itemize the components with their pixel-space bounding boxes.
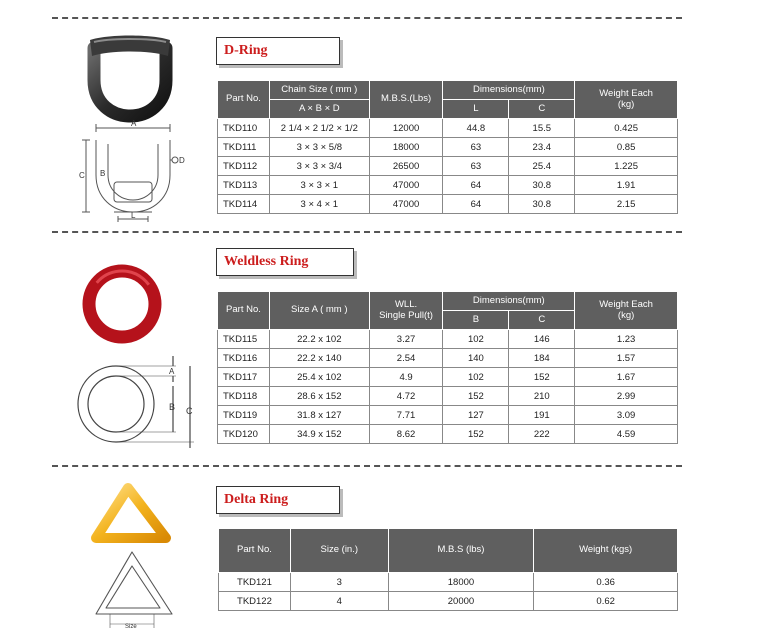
cell-l: 64	[443, 176, 509, 195]
cell-part: TKD113	[218, 176, 270, 195]
cell-wll: 8.62	[369, 425, 443, 444]
cell-wll: 2.54	[369, 349, 443, 368]
col-dimensions: Dimensions(mm)	[443, 292, 575, 311]
table-row	[219, 592, 678, 611]
col-part-no: Part No.	[218, 292, 270, 330]
delta-ring-photo	[88, 480, 176, 550]
cell-size: 34.9 x 152	[269, 425, 369, 444]
cell-size: 2 1/4 × 2 1/2 × 1/2	[269, 119, 369, 138]
delta-ring-table	[218, 528, 678, 611]
col-wll	[369, 292, 443, 330]
cell-c: 30.8	[509, 176, 575, 195]
cell-part: TKD120	[218, 425, 270, 444]
col-dimensions: Dimensions(mm)	[443, 81, 575, 100]
cell-part: TKD122	[219, 592, 291, 611]
col-mbs: M.B.S (lbs)	[388, 529, 534, 573]
cell-weight: 3.09	[575, 406, 678, 425]
table-row	[218, 425, 678, 444]
cell-part: TKD112	[218, 157, 270, 176]
cell-size: 25.4 x 102	[269, 368, 369, 387]
col-weight-line1: Weight Each	[599, 298, 653, 310]
col-weight-line2: (kg)	[617, 309, 635, 321]
col-size: Size (in.)	[290, 529, 388, 573]
cell-size: 22.2 x 140	[269, 349, 369, 368]
cell-weight: 0.62	[534, 592, 678, 611]
cell-c: 184	[509, 349, 575, 368]
cell-weight: 0.85	[575, 138, 678, 157]
diagram-label-a: A	[131, 119, 137, 128]
col-dim-c: C	[509, 311, 575, 330]
cell-size: 3 × 4 × 1	[269, 195, 369, 214]
cell-size: 22.2 x 102	[269, 330, 369, 349]
col-part-no: Part No.	[218, 81, 270, 119]
delta-ring-diagram	[92, 548, 178, 634]
cell-part: TKD117	[218, 368, 270, 387]
cell-c: 30.8	[509, 195, 575, 214]
col-wll-line1: WLL.	[394, 298, 418, 310]
col-chain-sub: A × B × D	[269, 100, 369, 119]
weldless-ring-title: Weldless Ring	[216, 248, 354, 276]
cell-weight: 2.15	[575, 195, 678, 214]
col-dim-c: C	[509, 100, 575, 119]
diagram-label-b: B	[169, 402, 176, 412]
cell-mbs: 26500	[369, 157, 443, 176]
col-dim-l: L	[443, 100, 509, 119]
cell-wll: 7.71	[369, 406, 443, 425]
cell-part: TKD119	[218, 406, 270, 425]
table-row	[218, 368, 678, 387]
cell-c: 15.5	[509, 119, 575, 138]
table-row	[218, 349, 678, 368]
cell-weight: 2.99	[575, 387, 678, 406]
table-row	[218, 406, 678, 425]
col-weight-line1: Weight Each	[599, 87, 653, 99]
col-dim-b: B	[443, 311, 509, 330]
table-row	[218, 138, 678, 157]
cell-c: 146	[509, 330, 575, 349]
cell-mbs: 18000	[369, 138, 443, 157]
cell-b: 140	[443, 349, 509, 368]
table-row	[218, 176, 678, 195]
cell-b: 152	[443, 425, 509, 444]
cell-size: 28.6 x 152	[269, 387, 369, 406]
cell-weight: 1.225	[575, 157, 678, 176]
cell-l: 63	[443, 157, 509, 176]
cell-part: TKD116	[218, 349, 270, 368]
cell-wll: 4.72	[369, 387, 443, 406]
cell-mbs: 12000	[369, 119, 443, 138]
cell-size: 3 × 3 × 3/4	[269, 157, 369, 176]
cell-size: 31.8 x 127	[269, 406, 369, 425]
col-chain-size: Chain Size ( mm )	[269, 81, 369, 100]
cell-weight: 1.91	[575, 176, 678, 195]
diagram-label-c: C	[186, 406, 193, 416]
cell-weight: 0.36	[534, 573, 678, 592]
cell-weight: 0.425	[575, 119, 678, 138]
diagram-label-l: L	[131, 211, 136, 220]
d-ring-title: D-Ring	[216, 37, 340, 65]
diagram-label-b: B	[100, 169, 106, 178]
cell-c: 210	[509, 387, 575, 406]
cell-wll: 3.27	[369, 330, 443, 349]
cell-weight: 4.59	[575, 425, 678, 444]
cell-weight: 1.67	[575, 368, 678, 387]
cell-mbs: 18000	[388, 573, 534, 592]
cell-weight: 1.57	[575, 349, 678, 368]
col-weight	[575, 292, 678, 330]
cell-size: 4	[290, 592, 388, 611]
diagram-label-c: C	[79, 171, 85, 180]
col-size: Size A ( mm )	[269, 292, 369, 330]
section-divider	[52, 231, 682, 233]
col-weight-line2: (kg)	[617, 98, 635, 110]
cell-b: 102	[443, 368, 509, 387]
cell-wll: 4.9	[369, 368, 443, 387]
col-mbs: M.B.S.(Lbs)	[369, 81, 443, 119]
cell-part: TKD115	[218, 330, 270, 349]
cell-b: 152	[443, 387, 509, 406]
cell-part: TKD111	[218, 138, 270, 157]
table-row	[218, 195, 678, 214]
cell-l: 44.8	[443, 119, 509, 138]
diagram-label-size: Size	[125, 624, 137, 630]
table-row	[218, 387, 678, 406]
d-ring-table	[217, 80, 678, 214]
col-weight	[575, 81, 678, 119]
cell-part: TKD114	[218, 195, 270, 214]
weldless-ring-table	[217, 291, 678, 444]
cell-c: 222	[509, 425, 575, 444]
cell-size: 3 × 3 × 5/8	[269, 138, 369, 157]
d-ring-photo	[80, 30, 180, 120]
d-ring-diagram	[78, 120, 188, 225]
cell-mbs: 20000	[388, 592, 534, 611]
table-row	[218, 330, 678, 349]
cell-size: 3 × 3 × 1	[269, 176, 369, 195]
cell-part: TKD118	[218, 387, 270, 406]
cell-c: 191	[509, 406, 575, 425]
cell-weight: 1.23	[575, 330, 678, 349]
col-part-no: Part No.	[219, 529, 291, 573]
cell-c: 152	[509, 368, 575, 387]
cell-part: TKD110	[218, 119, 270, 138]
cell-c: 25.4	[509, 157, 575, 176]
diagram-label-a: A	[169, 367, 175, 376]
cell-mbs: 47000	[369, 176, 443, 195]
diagram-label-d: D	[179, 156, 185, 165]
section-divider	[52, 465, 682, 467]
col-weight: Weight (kgs)	[534, 529, 678, 573]
weldless-ring-diagram	[76, 352, 196, 457]
section-divider	[52, 17, 682, 19]
delta-ring-title: Delta Ring	[216, 486, 340, 514]
cell-part: TKD121	[219, 573, 291, 592]
table-row	[218, 157, 678, 176]
cell-l: 63	[443, 138, 509, 157]
cell-mbs: 47000	[369, 195, 443, 214]
cell-b: 102	[443, 330, 509, 349]
cell-c: 23.4	[509, 138, 575, 157]
col-wll-line2: Single Pull(t)	[379, 309, 433, 321]
weldless-ring-photo	[80, 262, 164, 346]
table-row	[219, 573, 678, 592]
table-row	[218, 119, 678, 138]
cell-b: 127	[443, 406, 509, 425]
cell-size: 3	[290, 573, 388, 592]
cell-l: 64	[443, 195, 509, 214]
